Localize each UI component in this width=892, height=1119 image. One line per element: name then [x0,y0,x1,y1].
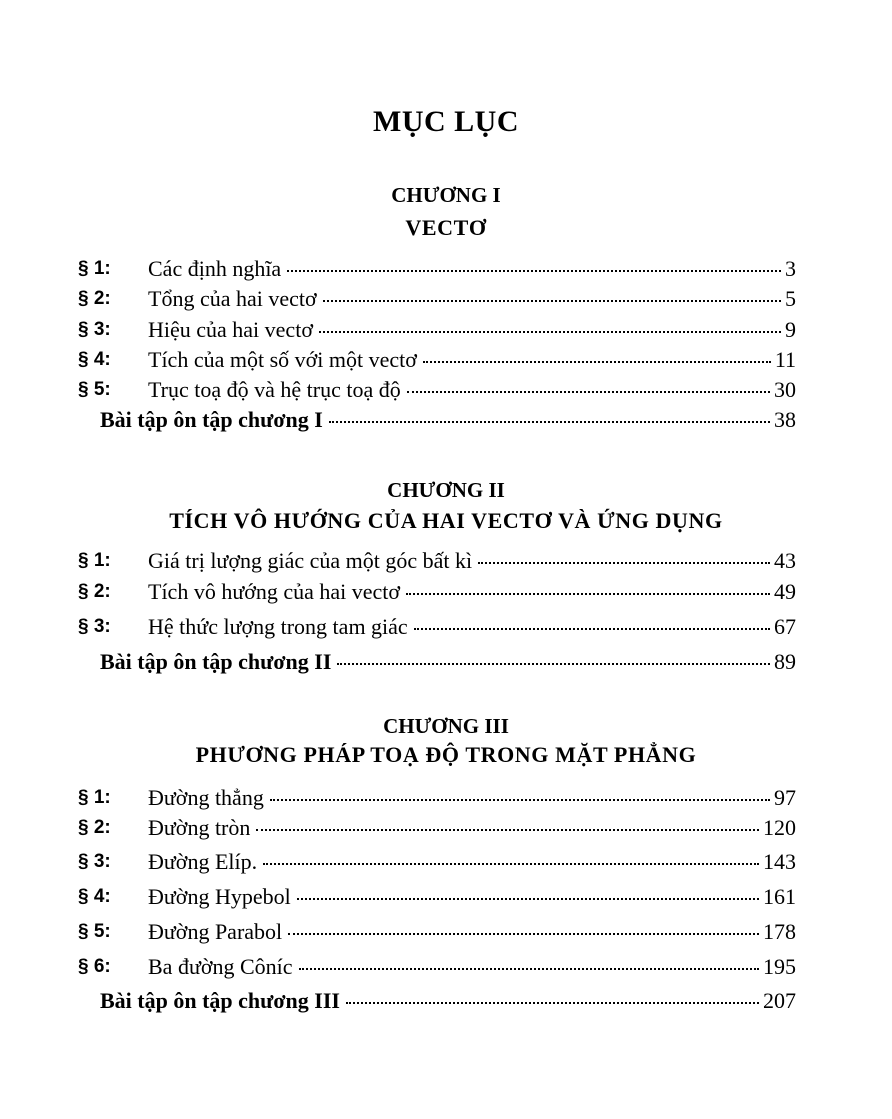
entry-title: Đường Parabol [148,919,283,944]
page-number: 143 [763,849,796,874]
dot-leader [423,360,771,363]
section-number: § 1: [78,787,111,808]
toc-entry[interactable] [78,286,796,312]
chapter-2-name: TÍCH VÔ HƯỚNG CỦA HAI VECTƠ VÀ ỨNG DỤNG [169,508,723,533]
dot-leader [414,627,770,630]
chapter-2-label: CHƯƠNG II [387,478,505,502]
page-number: 89 [774,649,796,674]
page-number: 43 [774,548,796,573]
section-number: § 5: [78,921,111,942]
dot-leader [319,330,781,333]
toc-entry[interactable] [78,919,796,945]
dot-leader [297,897,759,900]
page-number: 195 [763,954,796,979]
chapter-1-name: VECTƠ [405,215,487,240]
dot-leader [256,828,759,831]
page-number: 9 [785,317,796,342]
page-number: 5 [785,286,796,311]
page-number: 3 [785,256,796,281]
chapter-3-name: PHƯƠNG PHÁP TOẠ ĐỘ TRONG MẶT PHẲNG [195,742,697,767]
page-number: 38 [774,407,796,432]
entry-title: Hệ thức lượng trong tam giác [148,614,408,639]
section-number: § 5: [78,379,111,400]
section-number: § 3: [78,616,111,637]
dot-leader [263,862,759,865]
dot-leader [270,798,770,801]
dot-leader [299,967,759,970]
toc-entry[interactable] [78,884,796,910]
section-number: § 4: [78,886,111,907]
entry-title: Bài tập ôn tập chương II [100,649,332,674]
entry-title: Hiệu của hai vectơ [148,317,313,342]
toc-entry[interactable] [78,785,796,811]
entry-title: Tổng của hai vectơ [148,286,317,311]
dot-leader [337,662,770,665]
toc-entry[interactable] [78,614,796,640]
dot-leader [288,932,759,935]
entry-title: Đường Elíp. [148,849,258,874]
page-number: 97 [774,785,796,810]
section-number: § 6: [78,956,111,977]
toc-entry[interactable] [78,377,796,403]
chapter-1-label: CHƯƠNG I [391,183,501,207]
toc-entry[interactable] [78,815,796,841]
toc-entry[interactable] [78,954,796,980]
toc-entry[interactable] [78,347,796,373]
section-number: § 2: [78,817,111,838]
toc-entry[interactable] [78,548,796,574]
toc-review-entry[interactable] [78,988,796,1014]
page-title: MỤC LỤC [373,105,519,138]
section-number: § 2: [78,581,111,602]
entry-title: Ba đường Côníc [148,954,293,979]
toc-entry[interactable] [78,849,796,875]
entry-title: Tích vô hướng của hai vectơ [148,579,401,604]
entry-title: Bài tập ôn tập chương III [100,988,340,1013]
section-number: § 3: [78,319,111,340]
section-number: § 1: [78,550,111,571]
section-number: § 2: [78,288,111,309]
entry-title: Trục toạ độ và hệ trục toạ độ [148,377,401,402]
entry-title: Đường Hypebol [148,884,291,909]
page-number: 178 [763,919,796,944]
entry-title: Giá trị lượng giác của một góc bất kì [148,548,473,573]
entry-title: Các định nghĩa [148,256,282,281]
dot-leader [478,561,770,564]
dot-leader [323,299,781,302]
dot-leader [346,1001,759,1004]
toc-entry[interactable] [78,317,796,343]
entry-title: Đường thẳng [148,785,264,810]
dot-leader [329,420,770,423]
dot-leader [407,390,770,393]
toc-review-entry[interactable] [78,649,796,675]
toc-entry[interactable] [78,256,796,282]
toc-review-entry[interactable] [78,407,796,433]
page-number: 67 [774,614,796,639]
chapter-3-label: CHƯƠNG III [383,714,509,738]
toc-entry[interactable] [78,579,796,605]
page-number: 207 [763,988,796,1013]
entry-title: Tích của một số với một vectơ [148,347,417,372]
page-number: 49 [774,579,796,604]
section-number: § 4: [78,349,111,370]
section-number: § 3: [78,851,111,872]
page-number: 120 [763,815,796,840]
entry-title: Đường tròn [148,815,251,840]
dot-leader [287,269,781,272]
section-number: § 1: [78,258,111,279]
entry-title: Bài tập ôn tập chương I [100,407,323,432]
dot-leader [406,592,770,595]
page-number: 30 [774,377,796,402]
page-number: 161 [763,884,796,909]
page-number: 11 [774,347,796,372]
